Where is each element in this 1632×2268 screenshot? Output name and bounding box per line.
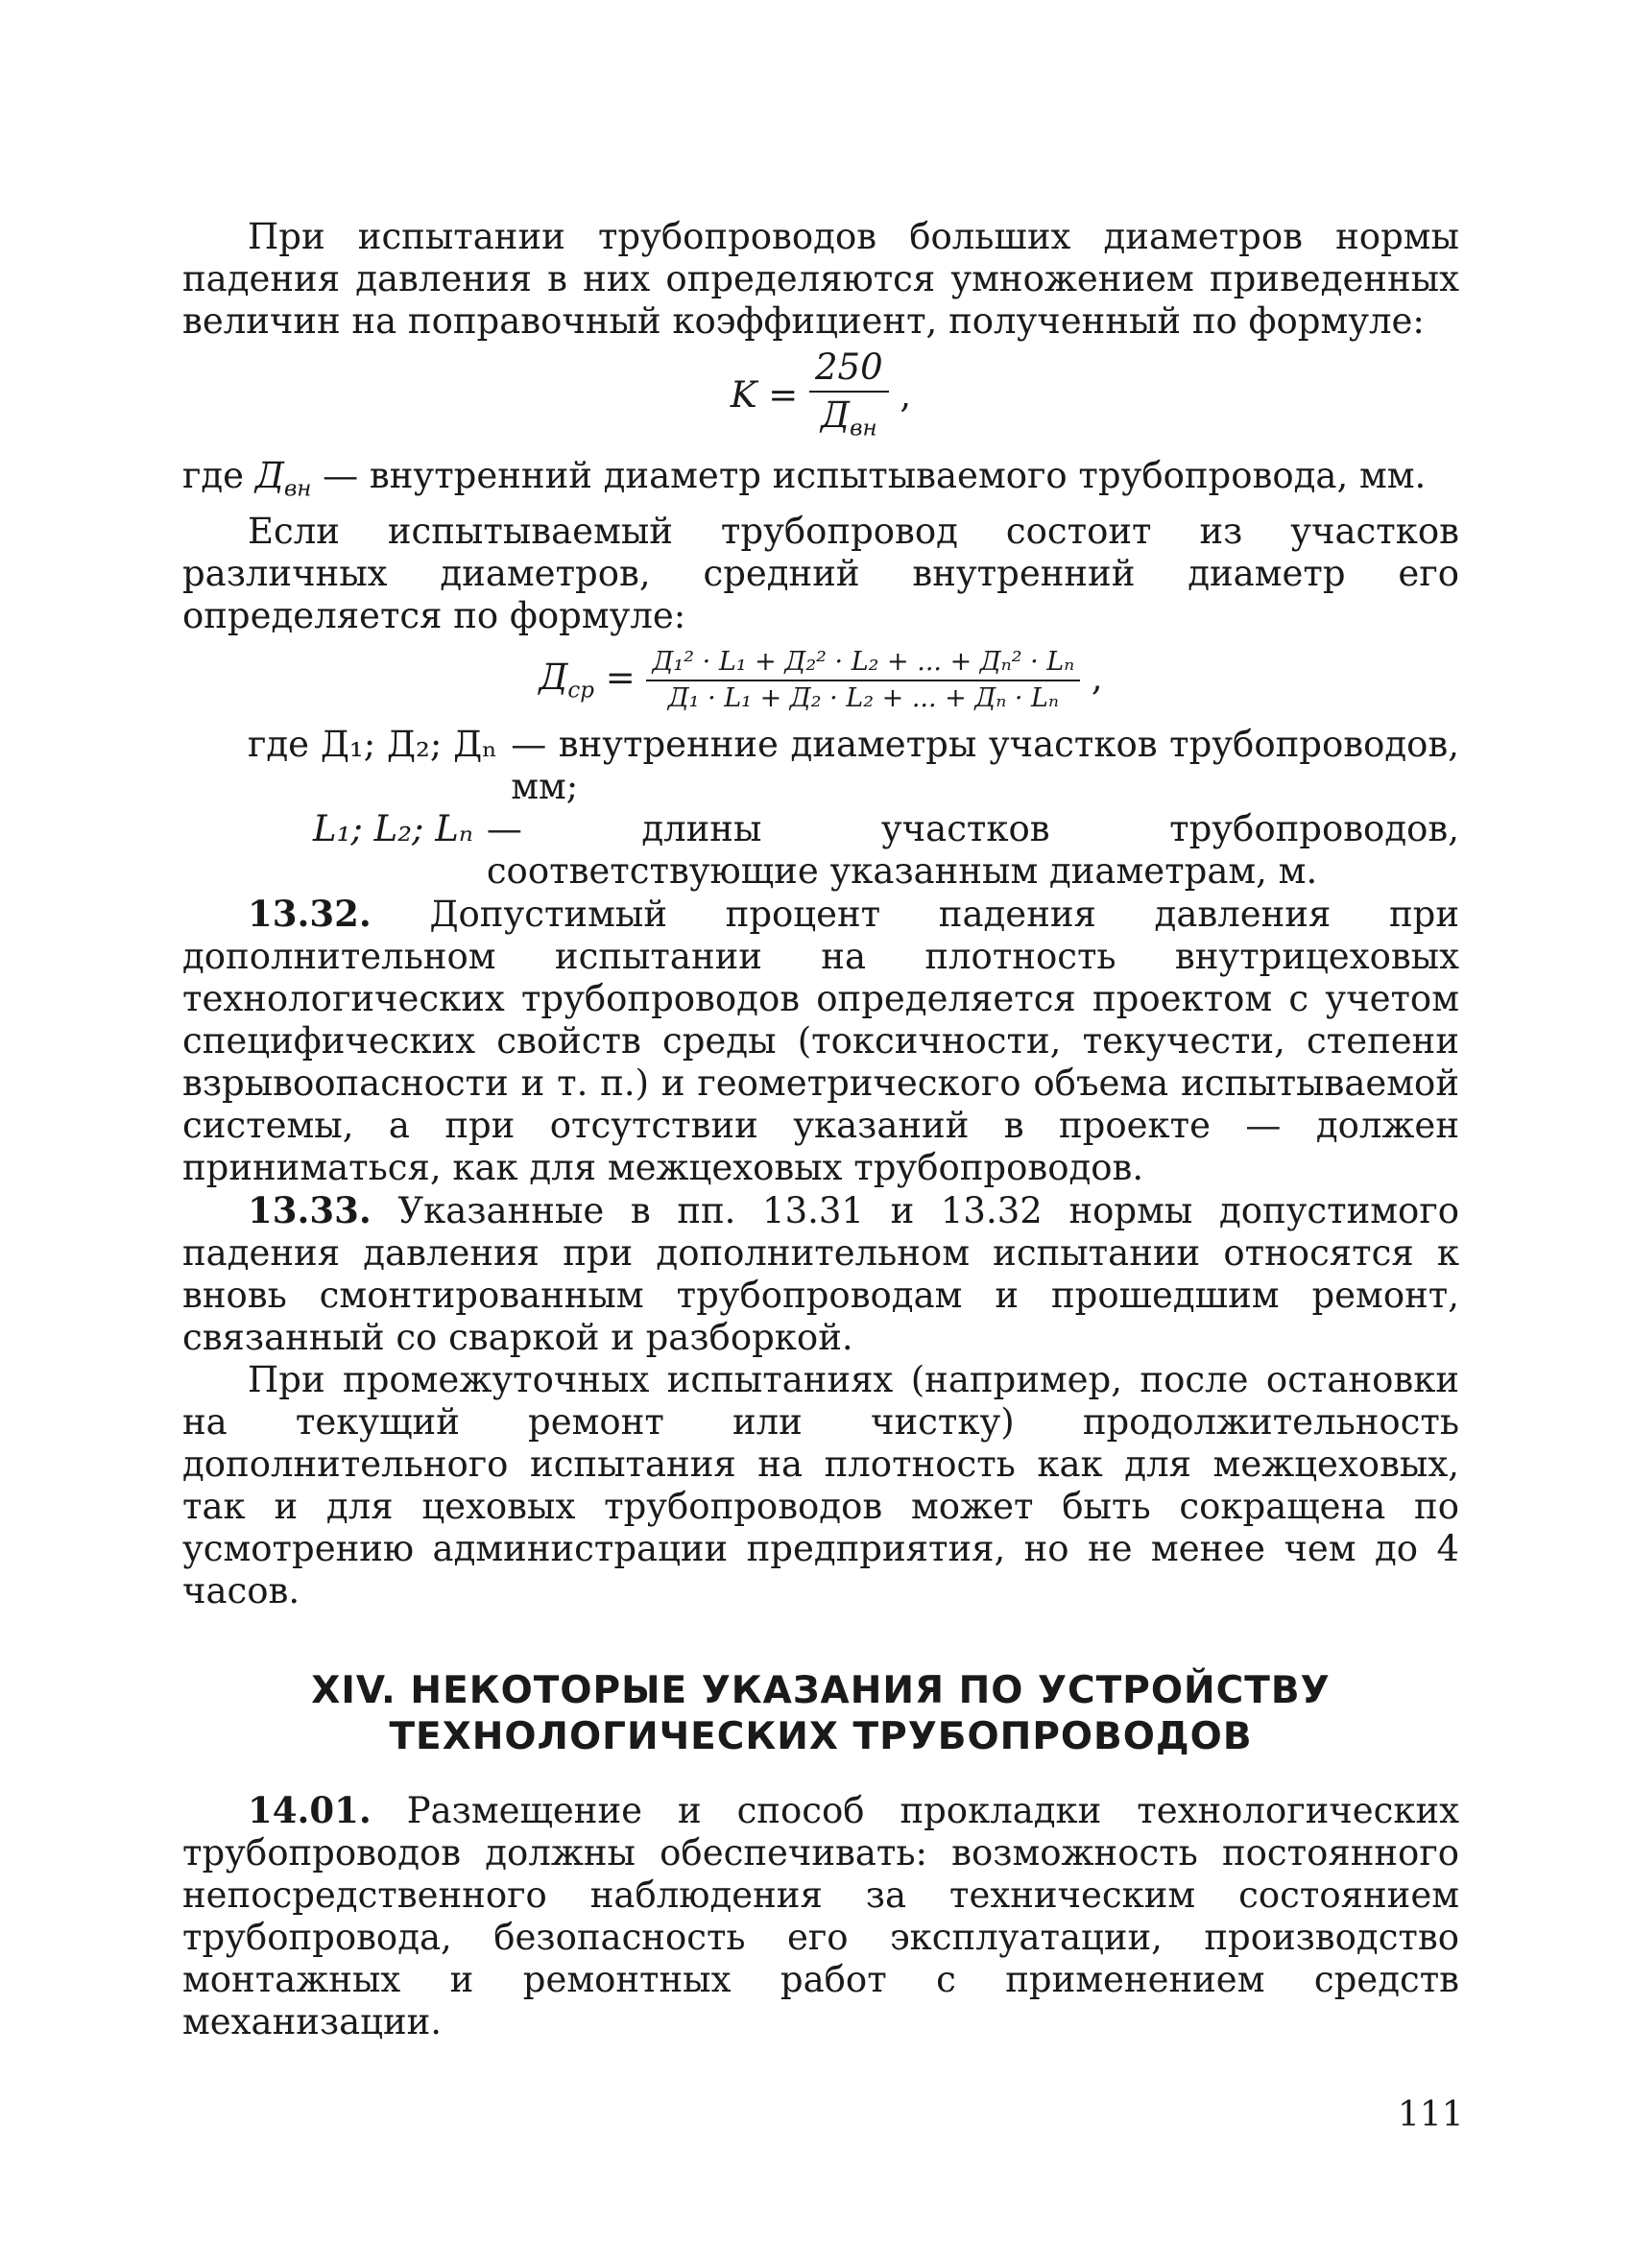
formula-d-fraction bbox=[646, 647, 1080, 714]
paragraph-13-32-number: 13.32. bbox=[248, 892, 372, 935]
definitions-list bbox=[182, 724, 1459, 893]
page-number: 111 bbox=[1398, 2095, 1464, 2135]
formula-d-eq: = bbox=[605, 657, 636, 699]
paragraph-13-33-number: 13.33. bbox=[248, 1188, 372, 1231]
formula-k bbox=[182, 346, 1459, 449]
paragraph-14-01-text: Размещение и способ прокладки технологических трубопроводов должны обеспечивать: возможность постоянного непосредственного наблюдения за техническим состоянием трубопровода, безопасность его эксплуатации, производство монтажных и ремонтных работ с применением средств механизации. bbox=[182, 1789, 1459, 2042]
paragraph-13-32-text: Допустимый процент падения давления при дополнительном испытании на плотность внутрицеховых технологических трубопроводов определяется проектом с учетом специфических свойств среды (токсичности, текучести, степени взрывоопасности и т. п.) и геометрического объема испытываемой системы, а при отсутствии указаний в проекте — должен приниматься, как для межцеховых трубопроводов. bbox=[182, 893, 1459, 1188]
definition-d-term: где Д₁; Д₂; Дₙ bbox=[248, 723, 498, 765]
definition-l-term: L₁; L₂; Lₙ bbox=[313, 807, 473, 849]
formula-k-denominator: $Д_{вн}$ bbox=[821, 394, 877, 442]
paragraph-14-01 bbox=[182, 1789, 1459, 2043]
paragraph-13-33 bbox=[182, 1189, 1459, 1359]
definition-k: где $Д_{вн}$ — внутренний диаметр испытываемого трубопровода, мм. bbox=[182, 455, 1427, 502]
section-heading-line-2: ТЕХНОЛОГИЧЕСКИХ ТРУБОПРОВОДОВ bbox=[389, 1714, 1253, 1758]
formula-d bbox=[182, 647, 1459, 714]
section-heading bbox=[182, 1668, 1459, 1760]
formula-d-denominator: Д₁ · L₁ + Д₂ · L₂ + ... + Дₙ · Lₙ bbox=[667, 682, 1059, 713]
formula-k-lhs: K = bbox=[730, 374, 799, 417]
definition-l-text: — длины участков трубопроводов, соответствующие указанным диаметрам, м. bbox=[486, 807, 1459, 892]
formula-k-numerator: 250 bbox=[809, 346, 889, 393]
definition-d-text: — внутренние диаметры участков трубопроводов, мм; bbox=[511, 723, 1459, 807]
paragraph-14-01-number: 14.01. bbox=[248, 1788, 372, 1831]
definition-l bbox=[182, 808, 1459, 893]
intro-paragraph: При испытании трубопроводов больших диаметров нормы падения давления в них определяются умножением приведенных величин на поправочный коэффициент, полученный по формуле: bbox=[182, 216, 1459, 342]
formula-d-numerator: Д₁² · L₁ + Д₂² · L₂ + ... + Дₙ² · Lₙ bbox=[646, 647, 1080, 681]
formula-d-lhs: $Д_{ср}$ bbox=[539, 657, 594, 704]
formula-k-tail: , bbox=[900, 374, 912, 417]
formula-d-tail: , bbox=[1091, 657, 1103, 699]
intermediate-tests-paragraph: При промежуточных испытаниях (например, после остановки на текущий ремонт или чистку) продолжительность дополнительного испытания на плотность как для межцеховых, так и для цеховых трубопроводов может быть сокращена по усмотрению администрации предприятия, но не менее чем до 4 часов. bbox=[182, 1358, 1459, 1611]
paragraph-13-33-text: Указанные в пп. 13.31 и 13.32 нормы допустимого падения давления при дополнительном испытании относятся к вновь смонтированным трубопроводам и прошедшим ремонт, связанный со сваркой и разборкой. bbox=[182, 1189, 1459, 1358]
paragraph-13-32 bbox=[182, 893, 1459, 1189]
diameter-paragraph: Если испытываемый трубопровод состоит из участков различных диаметров, средний внутренний диаметр его определяется по формуле: bbox=[182, 510, 1459, 636]
page-body bbox=[182, 216, 1459, 2043]
definition-d bbox=[182, 724, 1459, 808]
section-heading-line-1: XIV. НЕКОТОРЫЕ УКАЗАНИЯ ПО УСТРОЙСТВУ bbox=[311, 1668, 1331, 1712]
formula-k-fraction bbox=[809, 346, 889, 449]
